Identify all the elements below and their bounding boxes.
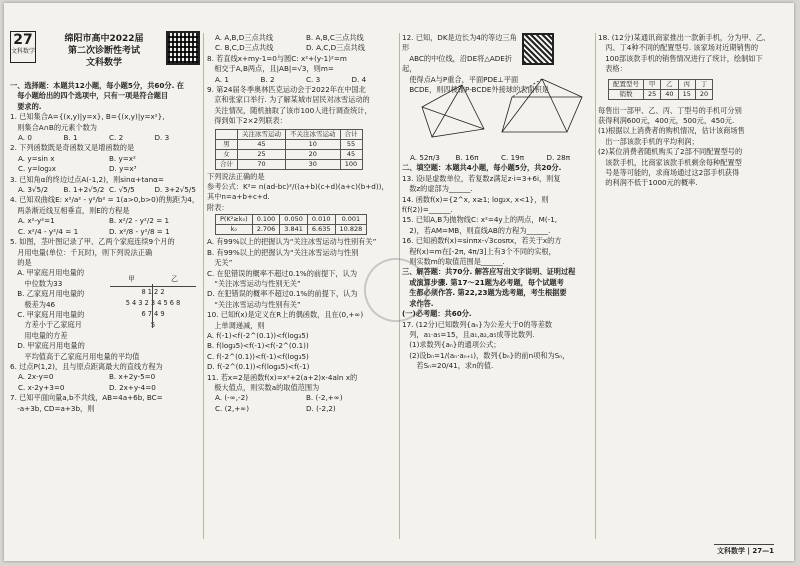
question-text: 若Sₙ=20/41，求n的值.: [402, 361, 494, 371]
question-text: 表格：: [598, 64, 627, 74]
table-header: 不关注冰雪运动: [286, 129, 341, 139]
question-text: 的利润不低于1000元的概率.: [598, 178, 698, 188]
formula-note: 其中n=a+b+c+d.: [207, 192, 270, 202]
table-cell: 10.828: [335, 225, 367, 235]
column-4: [598, 33, 788, 543]
option: D. x²/8 - y²/8 = 1: [109, 226, 170, 236]
subsection-heading: (一)必考题：共60分.: [402, 309, 472, 319]
option: B. 1+2√5/2: [63, 185, 105, 195]
question-text: ABC的中位线，沿DE将△ADE折起，: [402, 53, 513, 74]
question-text: 京和张家口举行. 为了解某城市居民对冰雪运动的: [207, 95, 370, 105]
table-cell: 2.706: [252, 225, 280, 235]
table-row: [216, 149, 363, 159]
table-cell: 男: [216, 139, 238, 149]
section-heading: 生都必须作答. 第22,23题为选考题，考生根据要: [402, 288, 567, 298]
title-line: 第二次诊断性考试: [67, 46, 140, 56]
option: D. 4: [351, 74, 367, 84]
option: A. (-∞,-2): [215, 393, 248, 403]
table-header: 合计: [340, 129, 362, 139]
question-text: 相交于A,B两点，且|AB|=√3，则m=: [207, 64, 334, 74]
option: D. 28π: [546, 153, 571, 162]
section-heading: 每小题给出的四个选项中，只有一项是符合题目: [10, 91, 169, 101]
option: A. 0: [18, 133, 32, 143]
table-cell: 45: [238, 139, 286, 149]
question-text: 使得点A与P重合，平面PDE⊥平面: [402, 74, 519, 84]
table-row: [216, 159, 363, 169]
option: A. 2x-y=0: [18, 372, 54, 382]
table-header: 0.010: [307, 215, 335, 225]
question-11: 11. 若x=2是函数f(x)=x²+2(a+2)x-4aln x的: [207, 372, 358, 382]
question-text: 则实数m的取值范围是______.: [402, 257, 505, 267]
table-cell: 20: [286, 149, 341, 159]
stem-head: 乙: [171, 275, 178, 284]
option: C. 在犯错误的概率不超过0.1%的前提下，认为: [207, 268, 358, 278]
exam-title: [44, 33, 164, 69]
question-6: 6. 过点P(1,2)，且与原点距离最大的直线方程为: [10, 361, 163, 371]
critical-value-table: [215, 214, 367, 235]
option: “关注冰雪运动与性别有关”: [207, 299, 301, 309]
section-heading: 一、选择题：本题共12小题，每小题5分，共60分. 在: [10, 81, 184, 90]
table-cell: 20: [695, 89, 712, 99]
option: A. 3√5/2: [18, 185, 49, 195]
question-text: -a+3b, CD=a+3b，则: [10, 403, 95, 413]
table-header: 乙: [661, 79, 678, 89]
table-cell: 70: [238, 159, 286, 169]
option: B. f(log₃5)<f(-1)<f(-2^(0.1)): [207, 341, 309, 351]
question-text: 月用电量(单位：千瓦时)，则下列说法正确: [10, 247, 153, 257]
option: D. 3+2√5/5: [154, 185, 196, 195]
option: D. A,C,D三点共线: [306, 43, 365, 53]
question-text: 每售出一部甲、乙、丙、丁型号的手机可分别: [598, 105, 742, 115]
table-header: [216, 129, 238, 139]
table-header: 丙: [678, 79, 695, 89]
table-row: [216, 225, 367, 235]
question-text: (1)根据以上消费者的购机情况，估计该商场售: [598, 126, 745, 136]
option: D. (-2,2): [306, 403, 336, 413]
q5-body: [10, 268, 200, 351]
option: C. 19π: [501, 153, 525, 162]
table-header: 0.001: [335, 215, 367, 225]
option: D. 3: [154, 133, 170, 143]
question-text: 上单调递减，则: [207, 320, 265, 330]
question-text: 列，a₁·a₅=15，且a₁,a₂,a₅成等比数列.: [402, 329, 535, 339]
option: A. 52π/3: [410, 153, 440, 162]
title-line: 绵阳市高中2022届: [64, 34, 144, 44]
question-18: 18. (12分)某通讯商家推出一款新手机，分为甲、乙、: [598, 33, 771, 42]
question-text: 得到如下2×2列联表：: [207, 116, 287, 126]
question-text: 获得利润600元，400元，500元，450元.: [598, 116, 735, 126]
q11-options: [207, 393, 397, 414]
option: B. x+2y-5=0: [109, 372, 156, 382]
section-heading: 或演算步骤. 第17～21题为必考题，每个试题考: [402, 277, 564, 287]
table-cell: k₀: [216, 225, 253, 235]
table-cell: 25: [644, 89, 661, 99]
question-8: 8. 若直线x+my-1=0与圆C: x²+(y-1)²=m: [207, 53, 347, 63]
question-5: 5. 如图，茎叶图记录了甲、乙两个家庭连续9个月的: [10, 237, 175, 247]
table-header: 0.050: [280, 215, 308, 225]
section-heading: 要求的.: [10, 101, 42, 111]
formula: 参考公式：K²= n(ad-bc)²/((a+b)(c+d)(a+c)(b+d))，: [207, 182, 389, 192]
question-text: 丙、丁4种不同的配置型号. 该家场对近期销售的: [598, 43, 759, 53]
option: A. y=sin x: [18, 153, 55, 163]
option: C. 3: [306, 74, 321, 84]
table-cell: 45: [340, 149, 362, 159]
option: C. x-2y+3=0: [18, 382, 65, 392]
option: A. f(-1)<f(-2^(0.1))<f(log₃5): [207, 330, 309, 340]
table-header: 丁: [695, 79, 712, 89]
option: B. 16π: [455, 153, 479, 162]
column-3: [402, 33, 592, 543]
section-heading: 求作答.: [402, 298, 434, 308]
option: C. f(-2^(0.1))<f(-1)<f(log₃5): [207, 351, 309, 361]
question-14: 14. 函数f(x)={2^x, x≥1; log₂x, x<1}，则f(f(2))=______.: [402, 194, 549, 215]
qr-code-icon: [524, 35, 552, 63]
table-cell: 40: [661, 89, 678, 99]
option: D. 2x+y-4=0: [109, 382, 156, 392]
option: C. 2: [109, 133, 124, 143]
q8-options: [207, 75, 397, 85]
paper-number: 27: [13, 32, 33, 48]
table-header: 甲: [644, 79, 661, 89]
page-footer: 文科数学 | 27—1: [714, 544, 774, 556]
table-header: 关注冰雪运动: [238, 129, 286, 139]
q2-options: [10, 154, 200, 175]
paper-number-tag: [10, 31, 36, 63]
question-text: 两条渐近线互相垂直，则E的方程是: [10, 205, 130, 215]
option: D. 甲家庭月用电量的: [10, 341, 85, 351]
option: D. y=x³: [109, 164, 137, 174]
figure-right: [502, 97, 582, 132]
option: B. (-2,+∞): [306, 393, 343, 403]
option: C. √5/5: [109, 185, 135, 195]
option: B. 1: [63, 133, 78, 143]
question-text: BCDE，则四棱锥P-BCDE外接球的表面积是: [402, 85, 549, 95]
q4-options: [10, 216, 200, 237]
option: C. (2,+∞): [215, 403, 250, 413]
table-row: [216, 139, 363, 149]
appendix-label: 附表：: [207, 202, 229, 212]
table-cell: 30: [286, 159, 341, 169]
question-text: 数z的虚部为______.: [402, 184, 473, 194]
option: A. A,B,D三点共线: [215, 33, 274, 42]
table-cell: 销数: [609, 89, 644, 99]
stem-leaf-plot: [110, 274, 196, 330]
option: B. y=x²: [109, 153, 136, 163]
option: C. y=log₂x: [18, 164, 56, 174]
question-text: 极大值点，则实数a的取值范围为: [207, 382, 320, 392]
question-9: 9. 第24届冬季奥林匹克运动会于2022年在中国北: [207, 85, 366, 95]
q3-options: [10, 185, 200, 195]
table-cell: 55: [340, 139, 362, 149]
question-1: 1. 已知集合A={(x,y)|y=x}, B={(x,y)|y=x²},: [10, 112, 165, 122]
option: B. 乙家庭月用电量的: [10, 289, 85, 299]
option: “关注冰雪运动与性别无关”: [207, 278, 301, 288]
q12-block: [402, 33, 592, 153]
option: B. x²/2 - y²/2 = 1: [109, 216, 170, 226]
option: 方差小于乙家庭月: [10, 320, 82, 330]
question-text: 下列说法正确的是: [207, 171, 265, 181]
question-2: 2. 下列函数既是奇函数又是增函数的是: [10, 143, 135, 153]
question-text: 则集合A∩B的元素个数为: [10, 122, 97, 132]
question-text: 100部该款手机的销售情况进行了统计，绘制如下: [598, 53, 763, 63]
q7-options: [207, 33, 397, 54]
table-cell: 合计: [216, 159, 238, 169]
pyramid-figure: [402, 74, 592, 147]
option: 用电量的方差: [10, 330, 68, 340]
section-heading: 二、填空题：本题共4小题，每小题5分，共20分.: [402, 163, 562, 173]
option: A. 1: [215, 74, 229, 84]
stem-row: 5: [150, 320, 156, 329]
question-text: (2)设bₙ=1/(aₙ·aₙ₊₁)，数列{bₙ}的前n项和为Sₙ，: [402, 350, 570, 360]
question-13: 13. 设i是虚数单位，若复数z满足z·i=3+6i，则复: [402, 173, 561, 183]
stem-head: 甲: [128, 275, 135, 284]
table-header: P(K²≥k₀): [216, 215, 253, 225]
stem-row: 8 1 2 2: [141, 287, 165, 296]
stem-row: 5 4 3 2 3 4 5 6 8: [125, 298, 181, 307]
qr-code-icon: [168, 33, 198, 63]
table-cell: 15: [678, 89, 695, 99]
question-text: 的是: [10, 257, 32, 267]
q1-options: [10, 133, 200, 143]
question-text: (2)某位消费者随机购买了2部不同配置型号的: [598, 147, 743, 157]
table-header: 配置型号: [609, 79, 644, 89]
option: D. f(-2^(0.1))<f(log₃5)<f(-1): [207, 362, 310, 372]
option: A. 甲家庭月用电量的: [10, 268, 85, 278]
figure-left: [422, 85, 484, 137]
question-text: 2)，若AM=MB，则直线AB的方程为______.: [402, 225, 551, 235]
option: 无关”: [207, 258, 233, 268]
table-cell: 25: [238, 149, 286, 159]
question-12: 12. 已知，DK是边长为4的等边三角形: [402, 33, 517, 53]
title-line: 文科数学: [85, 58, 122, 68]
question-text: 该款手机，比商家该款手机剩余每种配置型: [598, 157, 742, 167]
question-text: 号是等可能的，求商场通过这2部手机获得: [598, 168, 740, 178]
q12-options: [402, 153, 592, 163]
section-heading: 三、解答题：共70分. 解答应写出文字说明、证明过程: [402, 267, 576, 277]
question-text: 出一部该款手机的平均利润；: [598, 136, 699, 146]
table-cell: 3.841: [280, 225, 308, 235]
question-4: 4. 已知双曲线E: x²/a² - y²/b² = 1(a>0,b>0)的焦距为4，: [10, 195, 200, 205]
exam-header: [10, 3, 200, 81]
question-7: 7. 已知平面向量a,b不共线，AB=4a+6b, BC=: [10, 393, 163, 403]
sales-table: [608, 79, 713, 100]
question-text: (1)求数列{aₙ}的通项公式；: [402, 340, 501, 350]
paper-label: 文科数学: [11, 48, 36, 55]
option: B. 2: [260, 74, 275, 84]
option: D. 在犯错误的概率不超过0.1%的前提下，认为: [207, 289, 358, 299]
question-17: 17. (12分)已知数列{aₙ}为公差大于0的等差数: [402, 319, 553, 329]
option: B. A,B,C三点共线: [306, 33, 364, 42]
option: A. 有99%以上的把握认为“关注冰雪运动与性别有关”: [207, 237, 377, 247]
table-cell: 6.635: [307, 225, 335, 235]
table-cell: 女: [216, 149, 238, 159]
exam-page: [4, 3, 794, 561]
option: C. B,C,D三点共线: [215, 43, 274, 53]
option: 中位数为33: [10, 278, 63, 288]
q6-options: [10, 372, 200, 393]
option: 极差为46: [10, 299, 56, 309]
table-row: [609, 89, 713, 99]
option: C. x²/4 - y²/4 = 1: [18, 226, 79, 236]
question-text: 关注情况，随机抽取了该市100人进行调查统计，: [207, 105, 372, 115]
table-cell: 10: [286, 139, 341, 149]
option: 平均值高于乙家庭月用电量的平均值: [10, 351, 140, 361]
question-text: 程f(x)=m在[-2π, 4π/3]上有3个不同的实根，: [402, 246, 556, 256]
column-1: [10, 3, 200, 543]
option: B. 有99%以上的把握认为“关注冰雪运动与性别: [207, 247, 359, 257]
option: C. 甲家庭月用电量的: [10, 309, 85, 319]
stem-row: 6 7 4 9: [141, 309, 165, 318]
question-3: 3. 已知角α的终边过点A(-1,2)，则sinα+tanα=: [10, 174, 164, 184]
question-15: 15. 已知A,B为抛物线C: x²=4y上的两点，M(-1,: [402, 215, 558, 225]
table-cell: 100: [340, 159, 362, 169]
question-10: 10. 已知f(x)是定义在R上的偶函数，且在(0,+∞): [207, 310, 364, 320]
contingency-table: [215, 129, 363, 170]
option: A. x²-y²=1: [18, 216, 55, 226]
table-header: 0.100: [252, 215, 280, 225]
question-16: 16. 已知函数f(x)=sinπx-√3cosπx，若关于x的方: [402, 236, 562, 246]
